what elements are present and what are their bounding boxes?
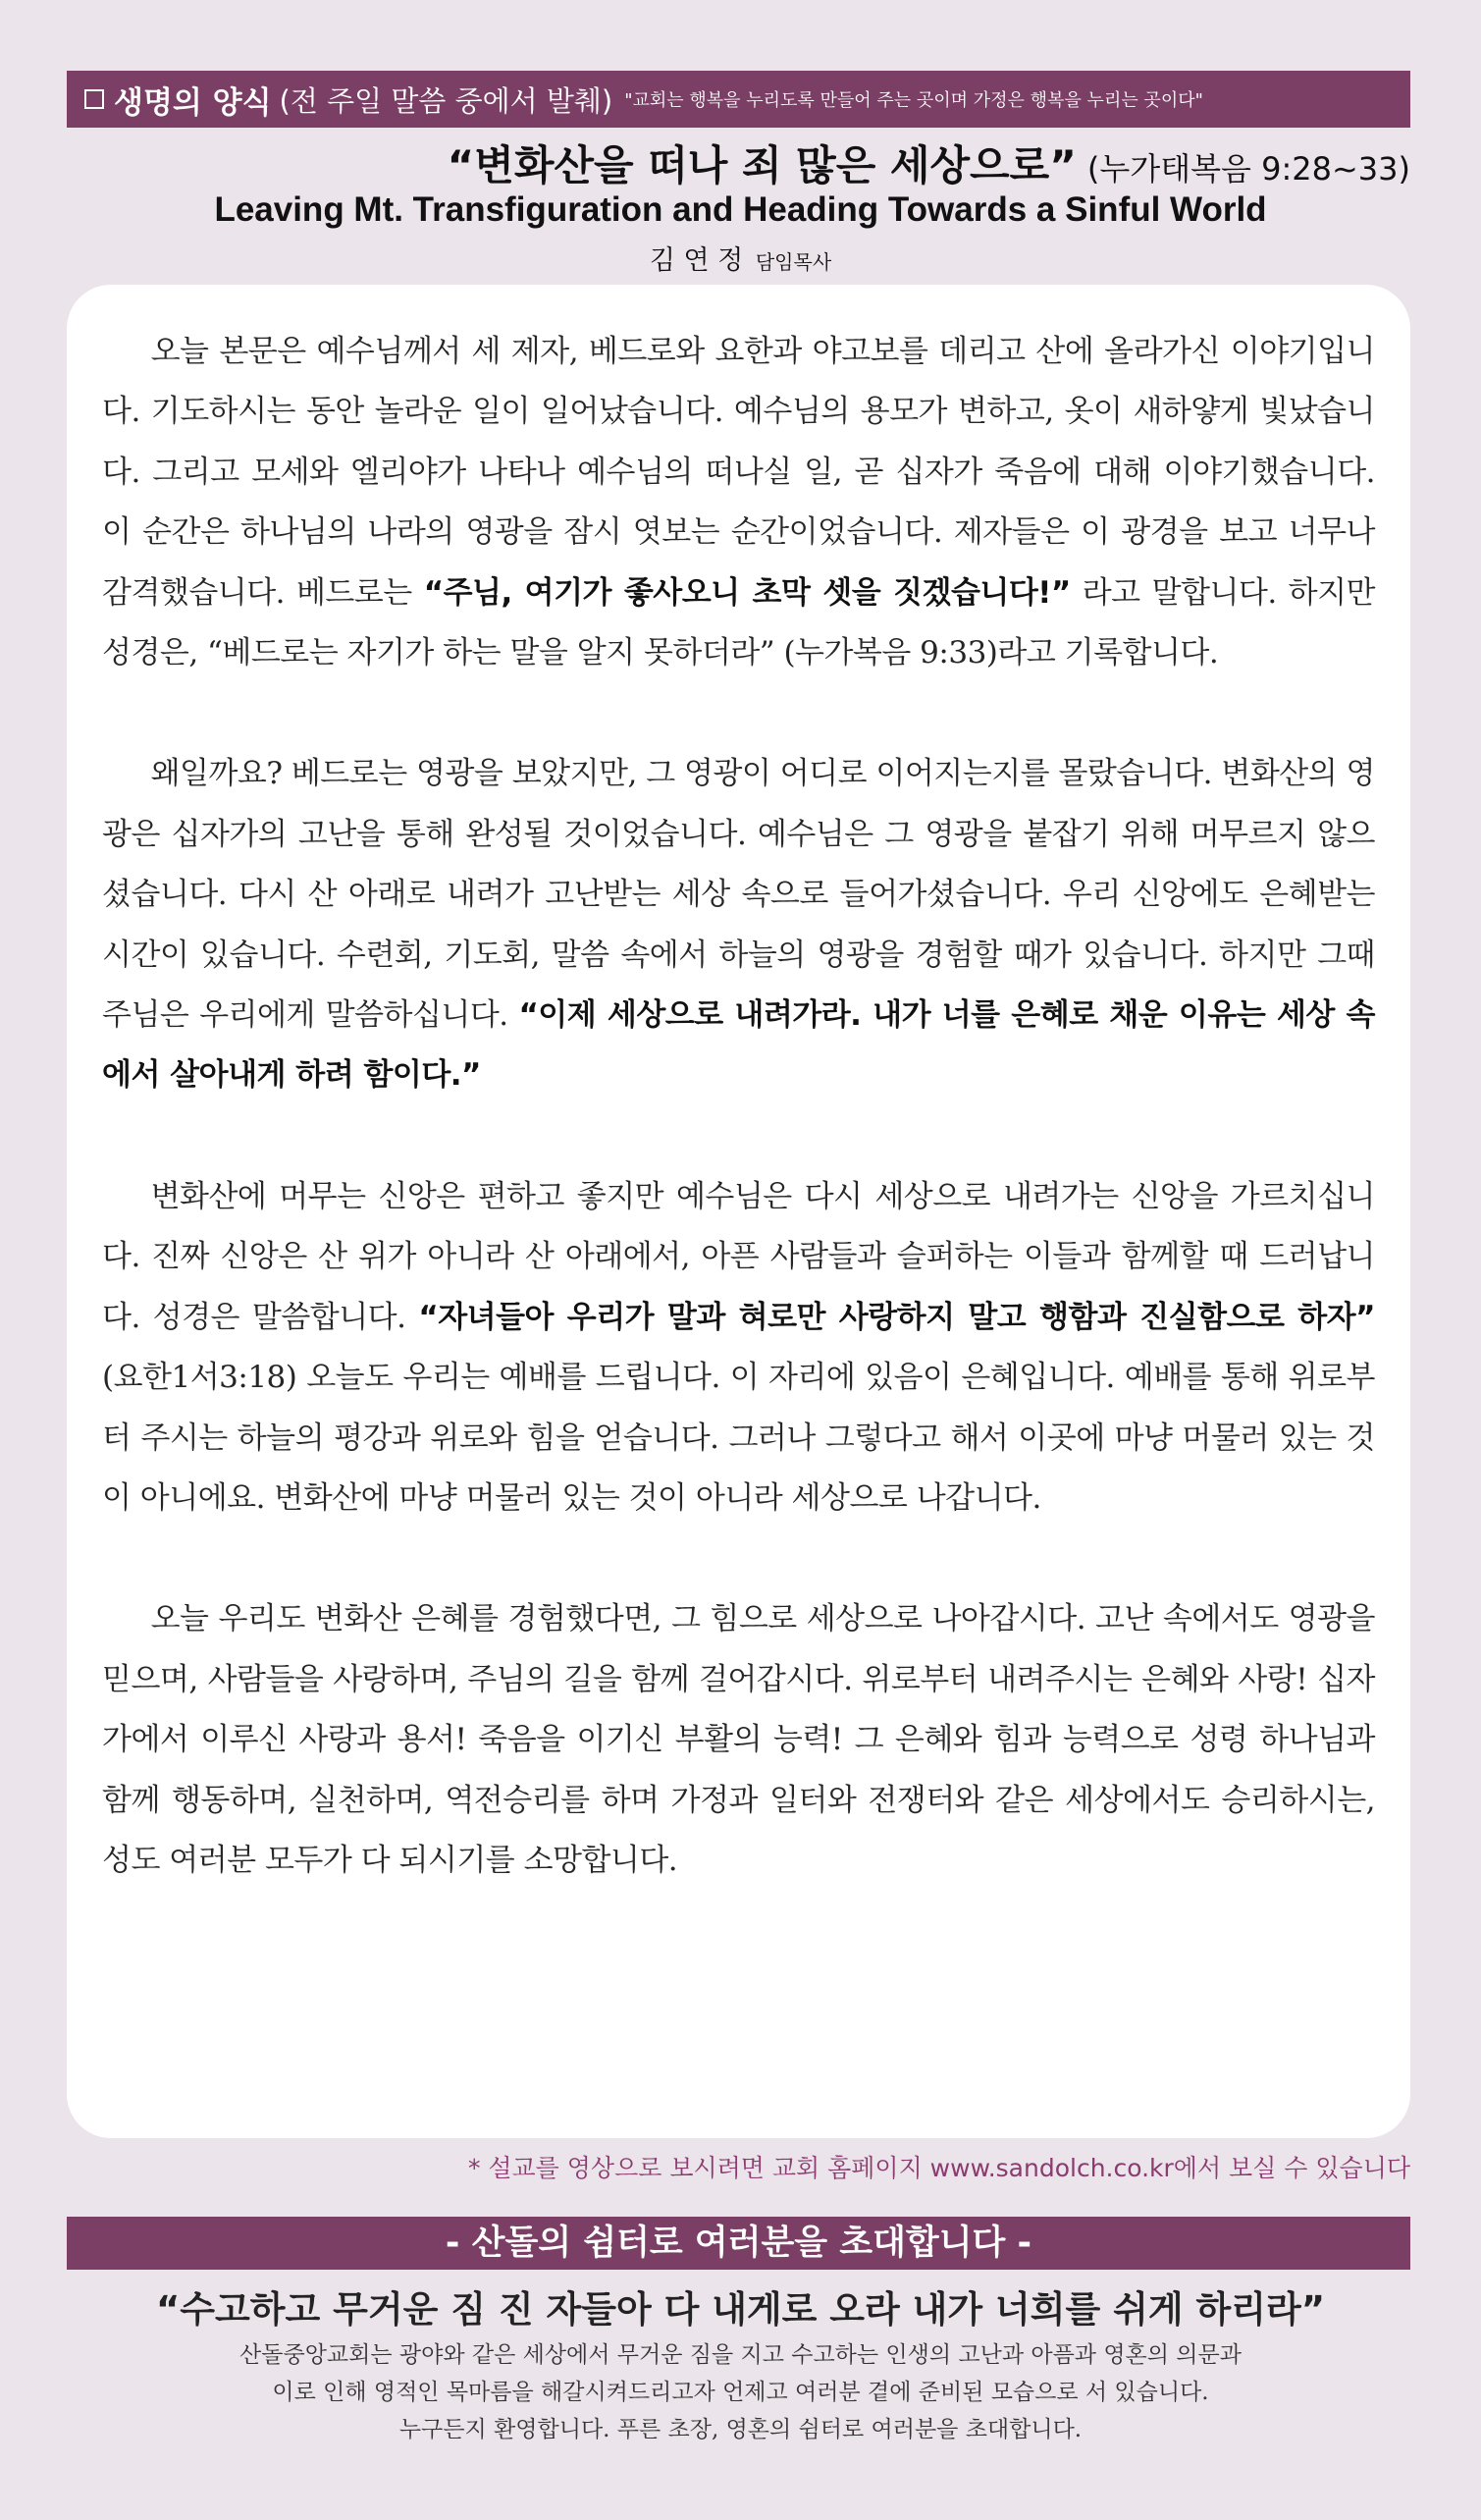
invite-quote: “수고하고 무거운 짐 진 자들아 다 내게로 오라 내가 너희를 쉬게 하리라” bbox=[155, 2288, 1326, 2331]
sermon-paragraph-3: 변화산에 머무는 신앙은 편하고 좋지만 예수님은 다시 세상으로 내려가는 신앙을 가르치십니다. 진짜 신앙은 산 위가 아니라 산 아래에서, 아픈 사람들과 슬퍼하는 이들과 함께할 때 드러납니다. 성경은 말씀합니다. “자녀들아 우리가 말과 혀로만 사랑하지 말고 행함과 진실함으로 하자” (요한1서3:18) 오늘도 우리는 예배를 드립니다. 이 자리에 있음이 은혜입니다. 예배를 통해 위로부터 주시는 하늘의 평강과 위로와 힘을 얻습니다. 그러나 그렇다고 해서 이곳에 마냥 머물러 있는 것이 아니에요. 변화산에 마냥 머물러 있는 것이 아니라 세상으로 나갑니다. bbox=[102, 1178, 1375, 1516]
scripture-reference: (누가태복음 9:28~33) bbox=[1086, 150, 1410, 188]
invite-description bbox=[0, 2336, 1481, 2448]
section-header-bar bbox=[67, 71, 1410, 128]
sermon-paragraph-4: 오늘 우리도 변화산 은혜를 경험했다면, 그 힘으로 세상으로 나아갑시다. 고난 속에서도 영광을 믿으며, 사람들을 사랑하며, 주님의 길을 함께 걸어갑시다. 위로부터 내려주시는 은혜와 사랑! 십자가에서 이루신 사랑과 용서! 죽음을 이기신 부활의 능력! 그 은혜와 힘과 능력으로 성령 하나님과 함께 행동하며, 실천하며, 역전승리를 하며 가정과 일터와 전쟁터와 같은 세상에서도 승리하시는, 성도 여러분 모두가 다 되시기를 소망합니다. bbox=[102, 1601, 1375, 1878]
church-motto: "교회는 행복을 누리도록 만들어 주는 곳이며 가정은 행복을 누리는 곳이다" bbox=[624, 90, 1203, 111]
sermon-title-row bbox=[0, 134, 1410, 192]
pastor-byline bbox=[0, 239, 1481, 277]
sermon-title: “변화산을 떠나 죄 많은 세상으로” bbox=[447, 141, 1077, 189]
invite-banner: - 산돌의 쉼터로 여러분을 초대합니다 - bbox=[67, 2217, 1410, 2270]
sermon-paragraph-1: 오늘 본문은 예수님께서 세 제자, 베드로와 요한과 야고보를 데리고 산에 올라가신 이야기입니다. 기도하시는 동안 놀라운 일이 일어났습니다. 예수님의 용모가 변하고, 옷이 새하얗게 빛났습니다. 그리고 모세와 엘리야가 나타나 예수님의 떠나실 일, 곧 십자가 죽음에 대해 이야기했습니다. 이 순간은 하나님의 나라의 영광을 잠시 엿보는 순간이었습니다. 제자들은 이 광경을 보고 너무나 감격했습니다. 베드로는 “주님, 여기가 좋사오니 초막 셋을 짓겠습니다!” 라고 말합니다. 하지만 성경은, “베드로는 자기가 하는 말을 알지 못하더라” (누가복음 9:33)라고 기록합니다. bbox=[102, 334, 1375, 671]
sermon-body bbox=[67, 285, 1410, 2138]
section-subtitle: (전 주일 말씀 중에서 발췌) bbox=[279, 83, 613, 118]
sermon-paragraph-2: 왜일까요? 베드로는 영광을 보았지만, 그 영광이 어디로 이어지는지를 몰랐습니다. 변화산의 영광은 십자가의 고난을 통해 완성될 것이었습니다. 예수님은 그 영광을 붙잡기 위해 머무르지 않으셨습니다. 다시 산 아래로 내려가 고난받는 세상 속으로 들어가셨습니다. 우리 신앙에도 은혜받는 시간이 있습니다. 수련회, 기도회, 말씀 속에서 하늘의 영광을 경험할 때가 있습니다. 하지만 그때 주님은 우리에게 말씀하십니다. “이제 세상으로 내려가라. 내가 너를 은혜로 채운 이유는 세상 속에서 살아내게 하려 함이다.” bbox=[102, 756, 1376, 1094]
video-footnote: * 설교를 영상으로 보시려면 교회 홈페이지 www.sandolch.co.kr에서 보실 수 있습니다 bbox=[467, 2154, 1410, 2182]
invite-line-3: 누구든지 환영합니다. 푸른 초장, 영혼의 쉼터로 여러분을 초대합니다. bbox=[398, 2417, 1083, 2442]
invite-line-2: 이로 인해 영적인 목마름을 해갈시켜드리고자 언제고 여러분 곁에 준비된 모습으로 서 있습니다. bbox=[272, 2380, 1209, 2405]
section-title: 생명의 양식 bbox=[114, 84, 272, 121]
pastor-role: 담임목사 bbox=[755, 250, 832, 274]
pastor-name: 김 연 정 bbox=[649, 245, 744, 276]
english-title: Leaving Mt. Transfiguration and Heading Towards a Sinful World bbox=[214, 190, 1267, 229]
checkbox-square-icon bbox=[84, 89, 104, 109]
invite-line-1: 산돌중앙교회는 광야와 같은 세상에서 무거운 짐을 지고 수고하는 인생의 고난과 아픔과 영혼의 의문과 bbox=[239, 2342, 1242, 2368]
